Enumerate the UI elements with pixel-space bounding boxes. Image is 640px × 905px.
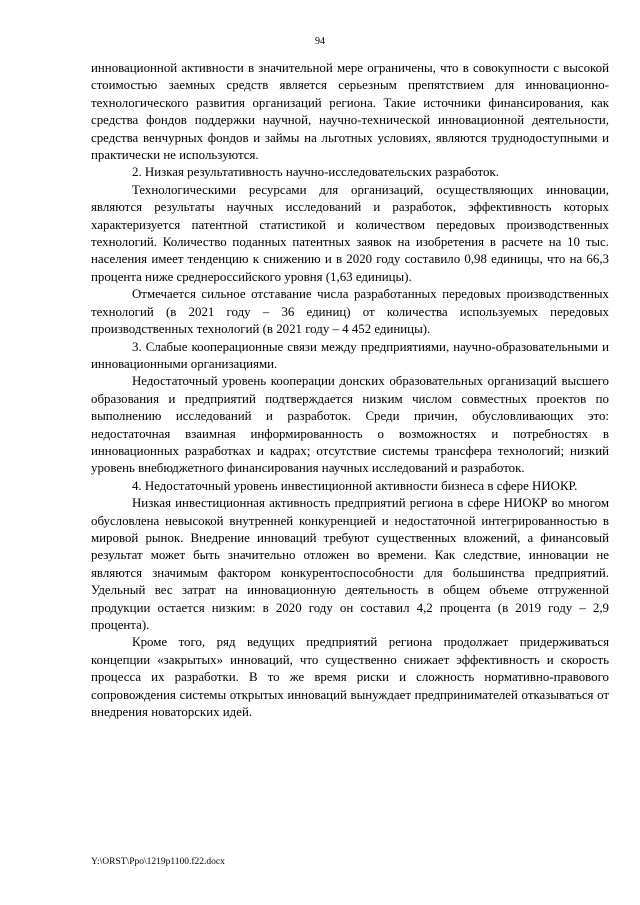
- paragraph: Технологическими ресурсами для организаций, осуществляющих инновации, являются результаты научных исследований и разработок, эффективность которых характеризуется патентной статистикой и количеством передовых производственных технологий. Количество поданных патентных заявок на изобретения в расчете на 10 тыс. населения имеет тенденцию к снижению и в 2020 году составило 0,98 единицы, что на 66,3 процента ниже среднероссийского уровня (1,63 единицы).: [91, 182, 609, 284]
- paragraph-heading-3: 3. Слабые кооперационные связи между предприятиями, научно-образовательными и инновационными организациями.: [91, 339, 609, 371]
- paragraph-heading-4: 4. Недостаточный уровень инвестиционной активности бизнеса в сфере НИОКР.: [132, 478, 578, 493]
- document-body: [91, 60, 609, 721]
- paragraph: Кроме того, ряд ведущих предприятий региона продолжает придерживаться концепции «закрытых» инноваций, что существенно снижает эффективность и скорость процесса их разработки. В то же время риски и сложность нормативно-правового сопровождения системы открытых инноваций вынуждает предпринимателей отказываться от внедрения новаторских идей.: [91, 635, 609, 720]
- paragraph: Отмечается сильное отставание числа разработанных передовых производственных технологий (в 2021 году – 36 единиц) от количества используемых передовых производственных технологий (в 2021 году – 4 452 единицы).: [91, 287, 609, 337]
- paragraph: Низкая инвестиционная активность предприятий региона в сфере НИОКР во многом обусловлена невысокой внутренней конкуренцией и недостаточной интегрированностью в мировой рынок. Внедрение инноваций требуют существенных вложений, а финансовый результат может быть значительно отложен во времени. Как следствие, инновации не являются значимым фактором конкурентоспособности для большинства предприятий. Удельный вес затрат на инновационную деятельность в общем объеме отгруженной продукции остается низким: в 2020 году он составил 4,2 процента (в 2019 году – 2,9 процента).: [91, 496, 609, 632]
- paragraph-continuation: инновационной активности в значительной мере ограничены, что в совокупности с высокой стоимостью заемных средств является серьезным препятствием для инновационно-технологического развития организаций региона. Такие источники финансирования, как средства фондов поддержки научной, научно-технической инновационной деятельности, средства венчурных фондов и займы на льготных условиях, являются труднодоступными и практически не используются.: [91, 61, 609, 163]
- paragraph: Недостаточный уровень кооперации донских образовательных организаций высшего образования и предприятий подтверждается низким числом совместных проектов по выполнению исследований и разработок. Среди причин, обусловливающих это: недостаточная взаимная информированность о возможностях и потребностях в инновационных разработках и кадрах; отсутствие системы трансфера технологий; низкий уровень внебюджетного финансирования научных исследований и разработок.: [91, 374, 609, 476]
- footer-file-path: Y:\ORST\Ppo\1219p1100.f22.docx: [91, 857, 225, 867]
- page-number: 94: [315, 36, 325, 47]
- paragraph-heading-2: 2. Низкая результативность научно-исследовательских разработок.: [132, 165, 499, 180]
